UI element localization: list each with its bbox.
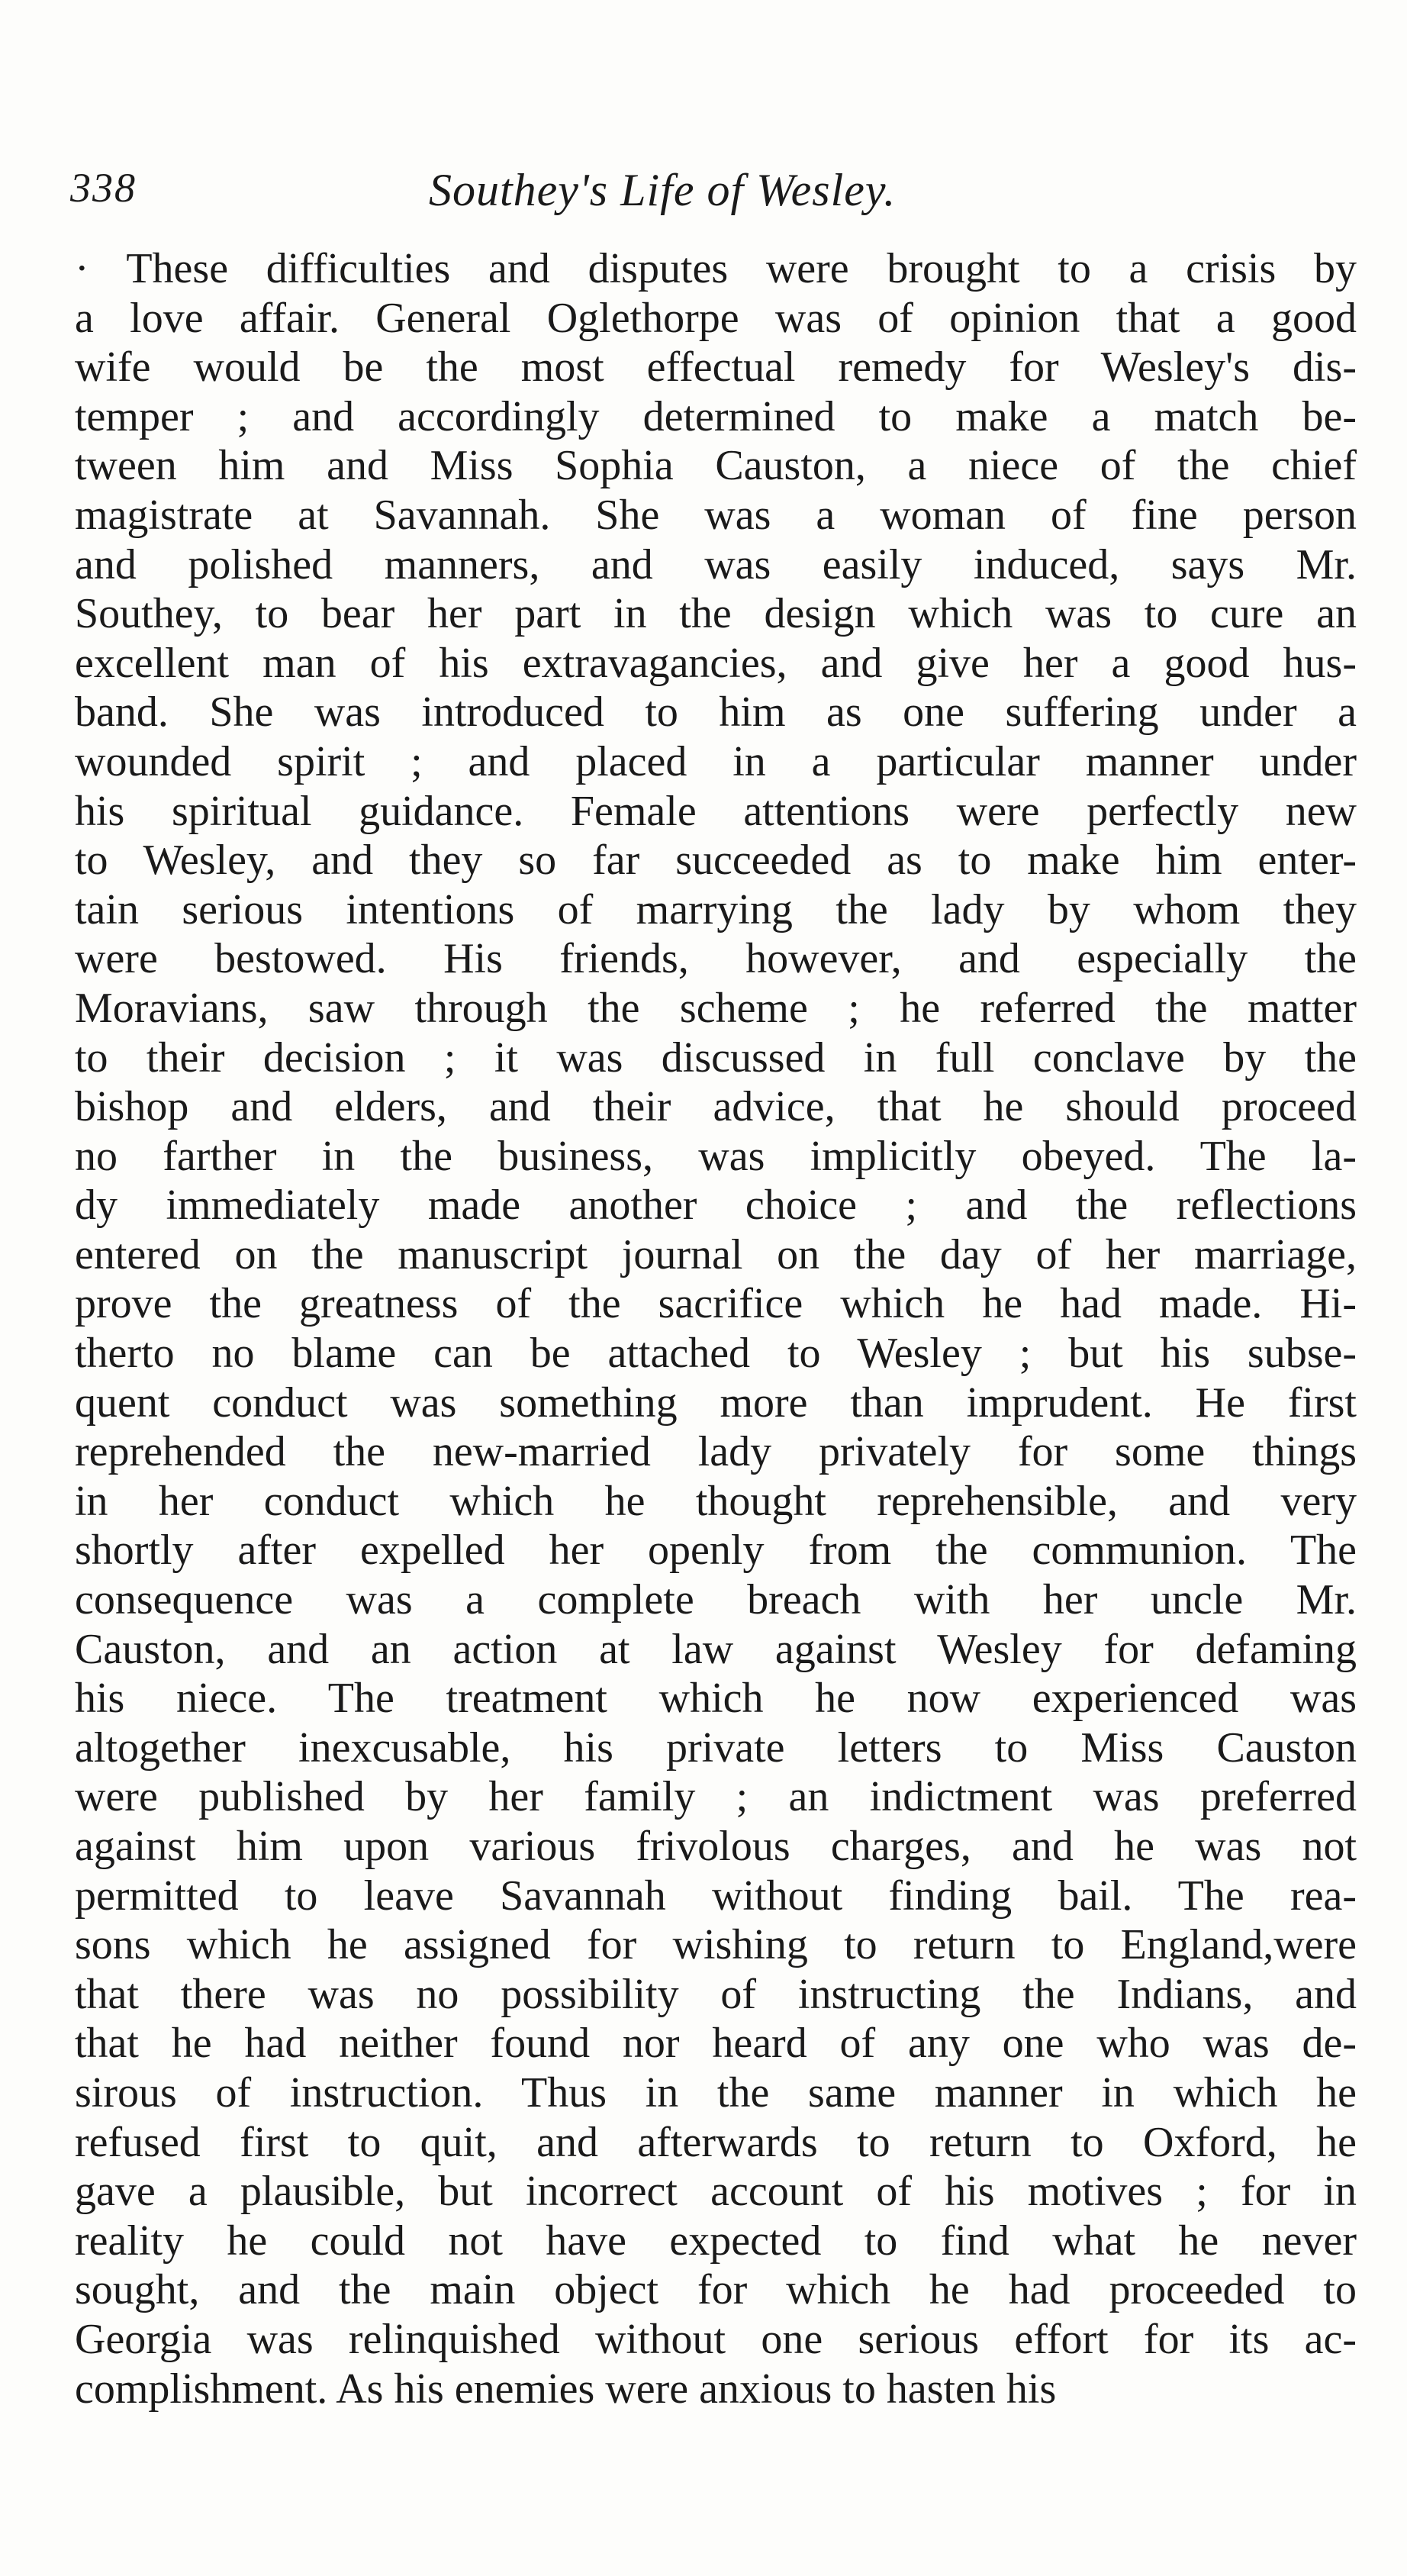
- text-line: dy immediately made another choice ; and the reflections: [75, 1182, 1357, 1230]
- text-line: Moravians, saw through the scheme ; he referred the matter: [75, 984, 1357, 1032]
- text-line: sirous of instruction. Thus in the same manner in which he: [75, 2068, 1357, 2117]
- text-line: reality he could not have expected to find what he never: [75, 2217, 1357, 2265]
- text-line: excellent man of his extravagancies, and give her a good hus-: [75, 639, 1357, 687]
- text-line: in her conduct which he thought reprehensible, and very: [75, 1477, 1357, 1525]
- text-line: his niece. The treatment which he now experienced was: [75, 1675, 1357, 1723]
- text-line: sons which he assigned for wishing to return to England,were: [75, 1921, 1357, 1969]
- text-line: tween him and Miss Sophia Causton, a niece of the chief: [75, 442, 1357, 490]
- page-number: 338: [70, 165, 137, 211]
- text-line: against him upon various frivolous charges, and he was not: [75, 1823, 1357, 1870]
- text-line: Causton, and an action at law against Wesley for defaming: [75, 1625, 1357, 1673]
- text-line: altogether inexcusable, his private letters to Miss Causton: [75, 1723, 1357, 1772]
- text-line: that there was no possibility of instructing the Indians, and: [75, 1970, 1357, 2018]
- text-line: his spiritual guidance. Female attentions were perfectly new: [75, 787, 1357, 835]
- text-line: Georgia was relinquished without one serious effort for its ac-: [75, 2315, 1357, 2363]
- text-line: to Wesley, and they so far succeeded as to make him enter-: [75, 837, 1357, 885]
- text-line: prove the greatness of the sacrifice which he had made. Hi-: [75, 1280, 1357, 1328]
- text-line: sought, and the main object for which he had proceeded to: [75, 2266, 1357, 2314]
- text-line: were bestowed. His friends, however, and especially the: [75, 935, 1357, 983]
- text-line: entered on the manuscript journal on the day of her marriage,: [75, 1230, 1357, 1278]
- text-line: Southey, to bear her part in the design which was to cure an: [75, 590, 1357, 638]
- text-line: to their decision ; it was discussed in full conclave by the: [75, 1033, 1357, 1082]
- text-line: magistrate at Savannah. She was a woman of fine person: [75, 491, 1357, 539]
- text-line: no farther in the business, was implicitly obeyed. The la-: [75, 1132, 1357, 1180]
- text-line: band. She was introduced to him as one suffering under a: [75, 688, 1357, 737]
- text-line: tain serious intentions of marrying the lady by whom they: [75, 885, 1357, 933]
- text-line: quent conduct was something more than imprudent. He first: [75, 1378, 1357, 1427]
- page-header: [70, 164, 1337, 225]
- text-line: refused first to quit, and afterwards to return to Oxford, he: [75, 2118, 1357, 2166]
- text-line: consequence was a complete breach with her uncle Mr.: [75, 1576, 1357, 1624]
- text-line: therto no blame can be attached to Wesley ; but his subse-: [75, 1330, 1357, 1378]
- text-line: shortly after expelled her openly from the communion. The: [75, 1527, 1357, 1575]
- text-line: temper ; and accordingly determined to make a match be-: [75, 392, 1357, 440]
- text-line: complishment. As his enemies were anxious to hasten his: [75, 2365, 1057, 2413]
- body-text: [75, 244, 1357, 2413]
- text-line: were published by her family ; an indictment was preferred: [75, 1773, 1357, 1821]
- text-line: a love affair. General Oglethorpe was of opinion that a good: [75, 294, 1357, 342]
- text-line: permitted to leave Savannah without finding bail. The rea-: [75, 1872, 1357, 1920]
- text-line: gave a plausible, but incorrect account of his motives ; for in: [75, 2168, 1357, 2216]
- running-head: Southey's Life of Wesley.: [429, 165, 897, 215]
- text-line: · These difficulties and disputes were brought to a crisis by: [75, 245, 1357, 292]
- text-line: wounded spirit ; and placed in a particular manner under: [75, 737, 1357, 785]
- text-line: bishop and elders, and their advice, that he should proceed: [75, 1083, 1357, 1131]
- text-line: and polished manners, and was easily induced, says Mr.: [75, 540, 1357, 588]
- text-line: that he had neither found nor heard of any one who was de-: [75, 2020, 1357, 2068]
- text-line: wife would be the most effectual remedy for Wesley's dis-: [75, 343, 1357, 392]
- text-line: reprehended the new-married lady privately for some things: [75, 1428, 1357, 1476]
